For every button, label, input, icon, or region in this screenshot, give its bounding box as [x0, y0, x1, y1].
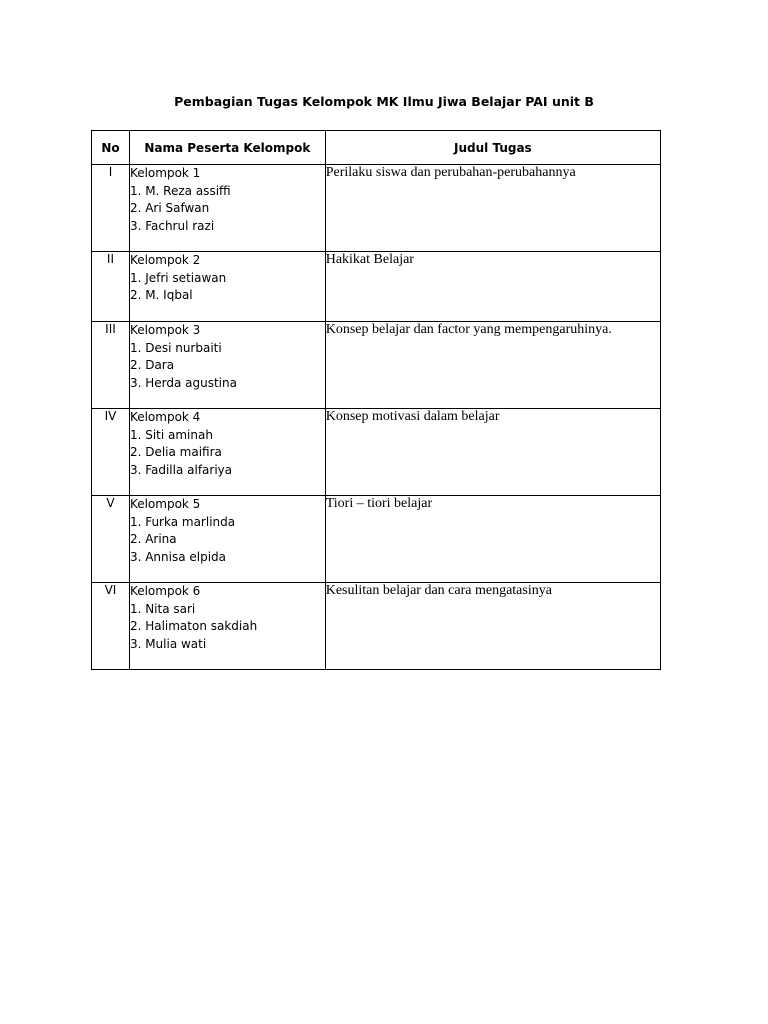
table-row: [92, 252, 661, 322]
document-title: Pembagian Tugas Kelompok MK Ilmu Jiwa Belajar PAI unit B: [174, 94, 594, 109]
member-list: [129, 583, 325, 670]
member-list: [129, 409, 325, 496]
member-name: 3. Mulia wati: [129, 636, 207, 651]
member-list: [129, 252, 325, 322]
header-task: Judul Tugas: [325, 131, 660, 165]
group-name: Kelompok 6: [129, 584, 201, 598]
member-name: 2. Ari Safwan: [129, 201, 210, 215]
row-number: IV: [92, 409, 130, 496]
group-name: Kelompok 5: [129, 497, 201, 511]
task-title: Kesulitan belajar dan cara mengatasinya: [325, 583, 660, 670]
member-name: 1. M. Reza assiffi: [129, 183, 231, 198]
table-header-row: [92, 131, 661, 165]
task-title: Konsep motivasi dalam belajar: [325, 409, 660, 496]
group-name: Kelompok 2: [129, 253, 201, 267]
row-number: II: [92, 252, 130, 322]
group-name: Kelompok 4: [129, 410, 201, 424]
task-title: Perilaku siswa dan perubahan-perubahannya: [325, 165, 660, 252]
member-name: 1. Siti aminah: [129, 427, 213, 442]
member-list: [129, 496, 325, 583]
member-name: 3. Fadilla alfariya: [129, 462, 233, 477]
member-name: 1. Furka marlinda: [129, 514, 236, 529]
table-row: [92, 496, 661, 583]
header-no: No: [92, 131, 130, 165]
member-name: 2. Halimaton sakdiah: [129, 619, 258, 633]
member-name: 1. Desi nurbaiti: [129, 340, 222, 355]
table-row: [92, 583, 661, 670]
member-name: 2. M. Iqbal: [129, 288, 193, 302]
member-name: 3. Annisa elpida: [129, 549, 227, 564]
task-title: Konsep belajar dan factor yang mempengaruhinya.: [325, 322, 660, 409]
row-number: V: [92, 496, 130, 583]
group-name: Kelompok 1: [129, 166, 201, 180]
task-title: Tiori – tiori belajar: [325, 496, 660, 583]
member-name: 3. Herda agustina: [129, 375, 237, 390]
row-number: VI: [92, 583, 130, 670]
member-list: [129, 322, 325, 409]
row-number: III: [92, 322, 130, 409]
group-name: Kelompok 3: [129, 323, 201, 337]
table-row: [92, 165, 661, 252]
member-name: 1. Nita sari: [129, 601, 196, 616]
task-table: [91, 130, 661, 670]
member-name: 3. Fachrul razi: [129, 218, 215, 233]
task-title: Hakikat Belajar: [325, 252, 660, 322]
member-name: 2. Arina: [129, 532, 177, 546]
table-row: [92, 322, 661, 409]
member-name: 2. Dara: [129, 358, 175, 372]
row-number: I: [92, 165, 130, 252]
table-row: [92, 409, 661, 496]
member-name: 1. Jefri setiawan: [129, 270, 227, 285]
member-list: [129, 165, 325, 252]
header-name: Nama Peserta Kelompok: [129, 131, 325, 165]
member-name: 2. Delia maifira: [129, 445, 222, 459]
